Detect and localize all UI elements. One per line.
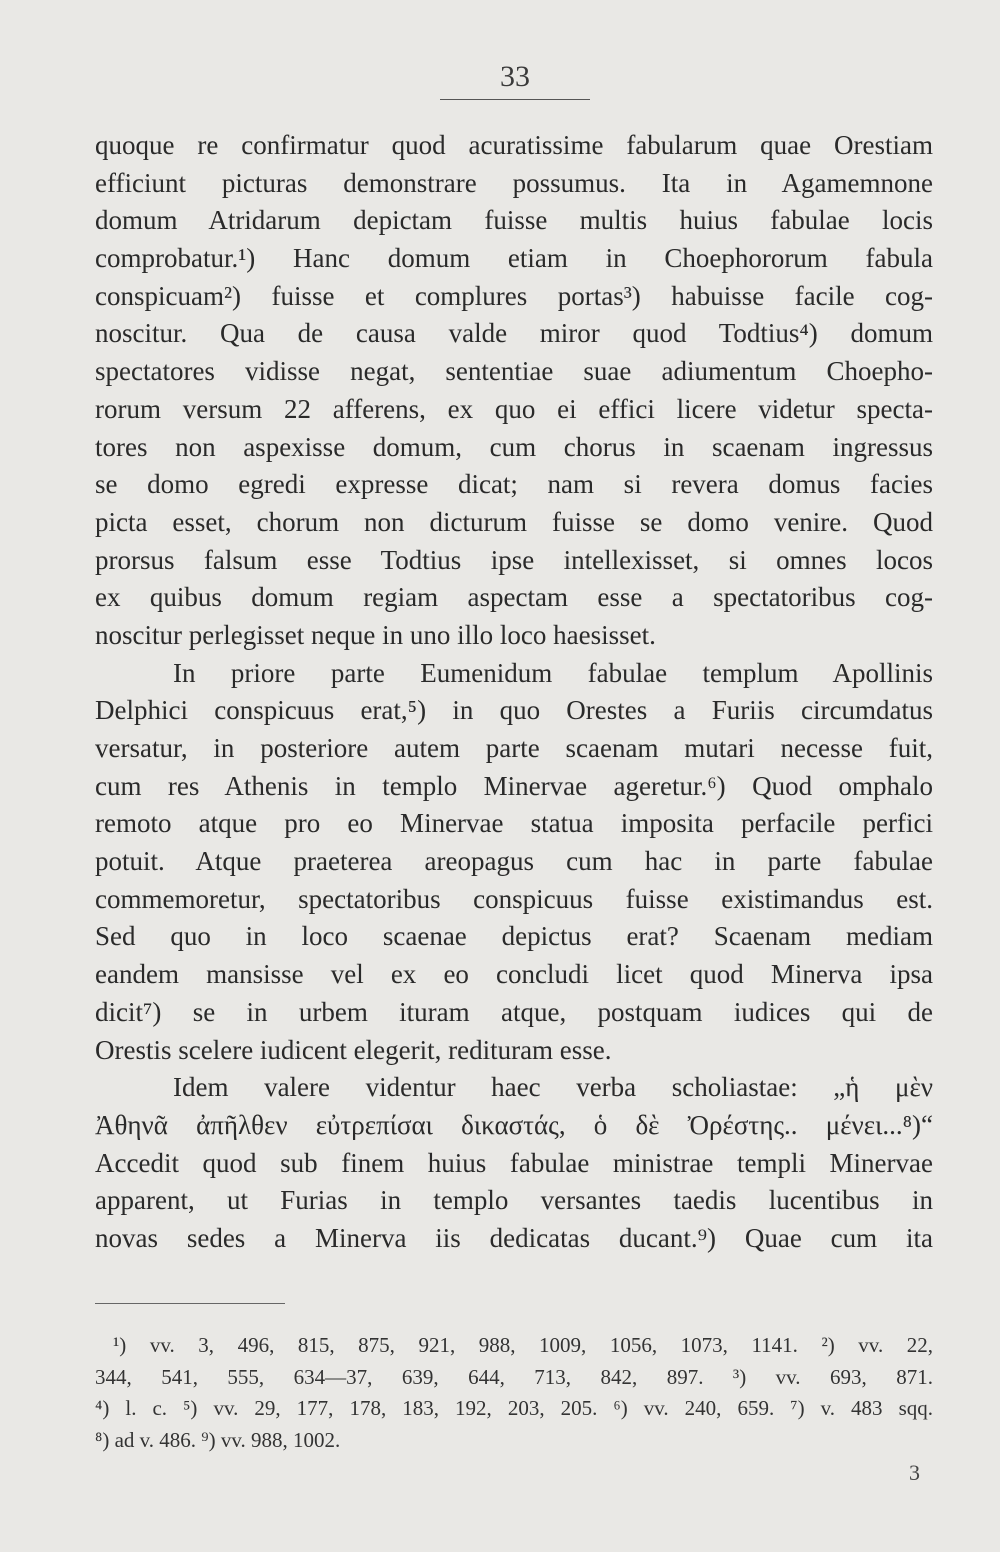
text-line: spectatores vidisse negat, sententiae suae adiumentum Choepho- <box>95 356 933 387</box>
text-line: efficiunt picturas demonstrare possumus. Ita in Agamemnone <box>95 167 933 198</box>
text-line: domum Atridarum depictam fuisse multis huius fabulae locis <box>95 205 933 236</box>
text-line: Orestis scelere iudicent elegerit, redituram esse. <box>95 1034 612 1065</box>
text-line: cum res Athenis in templo Minervae ageretur.⁶) Quod omphalo <box>95 770 933 801</box>
text-line: eandem mansisse vel ex eo concludi licet quod Minerva ipsa <box>95 959 933 990</box>
footnote-line: ⁸) ad v. 486. ⁹) vv. 988, 1002. <box>95 1427 341 1452</box>
page-number: 33 <box>500 60 530 93</box>
text-line: versatur, in posteriore autem parte scaenam mutari necesse fuit, <box>95 733 933 763</box>
text-line: Sed quo in loco scaenae depictus erat? Scaenam mediam <box>95 921 933 952</box>
paragraph-start-line: Idem valere videntur haec verba scholiastae: „ἡ μὲν <box>173 1072 933 1103</box>
paragraph-start-line: In priore parte Eumenidum fabulae templum Apollinis <box>173 657 933 688</box>
text-line: commemoretur, spectatoribus conspicuus fuisse existimandus est. <box>95 883 933 914</box>
footnote-line: 344, 541, 555, 634—37, 639, 644, 713, 842, 897. ³) vv. 693, 871. <box>95 1364 933 1389</box>
text-line: novas sedes a Minerva iis dedicatas ducant.⁹) Quae cum ita <box>95 1222 933 1253</box>
text-line: quoque re confirmatur quod acuratissime fabularum quae Orestiam <box>95 130 933 160</box>
greek-quote-line: Ἀθηνᾶ ἀπῆλθεν εὐτρεπίσαι δικαστάς, ὁ δὲ Ὀρέστης.. μένει...⁸)“ <box>95 1109 933 1140</box>
text-line: se domo egredi expresse dicat; nam si revera domus facies <box>95 469 933 500</box>
footnote-line: ¹) vv. 3, 496, 815, 875, 921, 988, 1009, 1056, 1073, 1141. ²) vv. 22, <box>113 1333 933 1357</box>
text-line: picta esset, chorum non dicturum fuisse se domo venire. Quod <box>95 506 933 537</box>
footnote-rule <box>95 1303 285 1304</box>
text-line: remoto atque pro eo Minervae statua imposita perfacile perfici <box>95 808 933 839</box>
footnotes <box>95 1330 933 1456</box>
text-line: conspicuam²) fuisse et complures portas³) habuisse facile cog- <box>95 280 933 311</box>
text-line: comprobatur.¹) Hanc domum etiam in Choephororum fabula <box>95 243 933 274</box>
text-line: Delphici conspicuus erat,⁵) in quo Orestes a Furiis circumdatus <box>95 695 933 726</box>
text-line: rorum versum 22 afferens, ex quo ei effici licere videtur specta- <box>95 393 933 424</box>
signature-mark: 3 <box>909 1460 920 1485</box>
footnote-line: ⁴) l. c. ⁵) vv. 29, 177, 178, 183, 192, 203, 205. ⁶) vv. 240, 659. ⁷) v. 483 sqq. <box>95 1396 933 1420</box>
header-rule <box>440 99 590 100</box>
text-line: ex quibus domum regiam aspectam esse a spectatoribus cog- <box>95 582 933 613</box>
text-line: apparent, ut Furias in templo versantes taedis lucentibus in <box>95 1185 933 1216</box>
text-line: prorsus falsum esse Todtius ipse intellexisset, si omnes locos <box>95 544 933 575</box>
text-line: Accedit quod sub finem huius fabulae ministrae templi Minervae <box>95 1147 933 1178</box>
text-line: potuit. Atque praeterea areopagus cum hac in parte fabulae <box>95 846 933 877</box>
body-text <box>95 127 933 1258</box>
text-line: noscitur perlegisset neque in uno illo loco haesisset. <box>95 619 656 650</box>
text-line: tores non aspexisse domum, cum chorus in scaenam ingressus <box>95 431 933 462</box>
text-line: dicit⁷) se in urbem ituram atque, postquam iudices qui de <box>95 996 933 1027</box>
text-line: noscitur. Qua de causa valde miror quod Todtius⁴) domum <box>95 318 933 349</box>
